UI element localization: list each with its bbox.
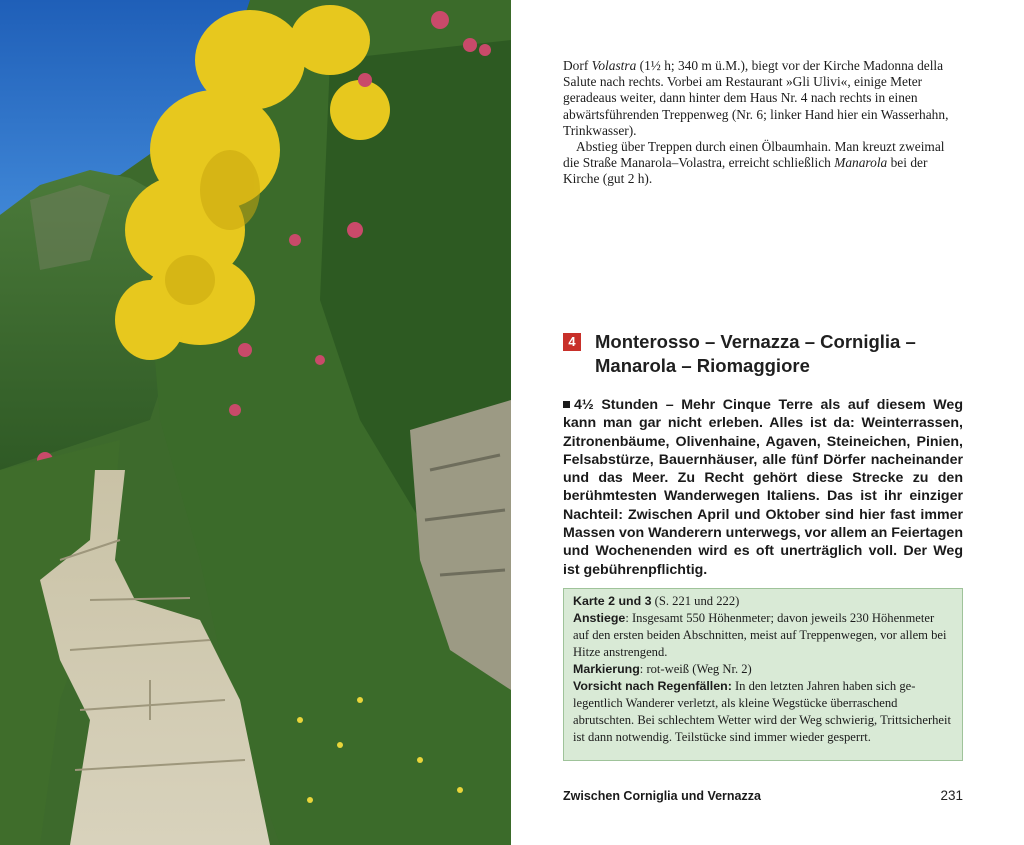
info-markierung [573,661,953,678]
info-karte [573,593,953,610]
info-vorsicht [573,678,953,746]
page-number: 231 [940,788,963,803]
route-intro-text: 4½ Stunden – Mehr Cinque Terre als auf diesem Weg kann man gar nicht erleben. Alles ist da: Weinterrassen, Zitronenbäume, Olivenhaine, Agaven, Steineichen, Pinien, Felsabstürze, Bauernhäuser, alle fünf Dörfer nacheinander und das Meer. Zu Recht gehört diese Strecke zu den berühmtesten Wanderwegen Italiens. Das ist ihr einziger Nachteil: Zwischen April und Oktober sind hier fast immer Massen von Wanderern unterwegs, vor allem an Feiertagen und Wochenenden wird es oft unerträglich voll. Der Weg ist gebührenpflichtig. [563,397,963,578]
info-value: : Insgesamt 550 Höhenmeter; davon jeweils 230 Höhenmeter auf den ersten beiden Abschnitten, meist auf Treppenwegen, vor allem bei Hitze anstrengend. [573,611,947,659]
route-intro [563,396,963,579]
info-value: : rot-weiß (Weg Nr. 2) [639,662,752,676]
info-label: Vorsicht nach Regenfällen: [573,679,732,693]
route-title-line-1: Monterosso – Vernazza – Corniglia – [595,331,916,352]
photo-caption: Zwischen Corniglia und Vernazza [563,789,761,803]
route-info-box [563,588,963,761]
info-anstiege [573,610,953,661]
route-heading [563,330,963,378]
info-value: In den letzten Jahren haben sich gelegentlich Wanderer verletzt, als kleine Wegstücke überraschend abrutschten. Bei schlechtem Wetter wird der Weg schwierig, Trittsicherheit ist dann notwendig. Teilstücke sind immer wieder gesperrt. [573,679,952,744]
info-label: Karte 2 und 3 [573,594,652,608]
text-run: Abstieg über Treppen durch einen Ölbaumhain. Man kreuzt zweimal die Straße Manarola–Volastra, erreicht schließlich [563,139,945,171]
info-value: (S. 221 und 222) [651,594,740,608]
place-name: Volastra [591,58,637,73]
place-name: Manarola [834,155,888,171]
route-number-badge: 4 [563,333,581,351]
route-title-line-2: Manarola – Riomaggiore [595,355,810,376]
info-label: Anstiege [573,611,626,625]
trail-photo-illustration [0,0,511,845]
info-label: Markierung [573,662,640,676]
paragraph-manarola [563,139,963,188]
square-bullet-icon [563,401,570,408]
continued-route-description [563,58,963,188]
text-run: bei der Kirche (gut 2 h). [563,155,928,187]
text-run: Dorf [563,58,592,73]
paragraph-volastra [563,58,963,139]
text-run: (1½ h; 340 m ü.M.), biegt vor der Kirche Madonna della Salute nach rechts. Vorbei am Restaurant »Gli Ulivi«, einige Meter geradeaus weiter, dann hinter dem Haus Nr. 4 nach rechts in einen abwärtsführenden Treppenweg (Nr. 6; linker Hand hier ein Wasserhahn, Trinkwasser). [563,58,949,138]
trail-photo [0,0,511,845]
